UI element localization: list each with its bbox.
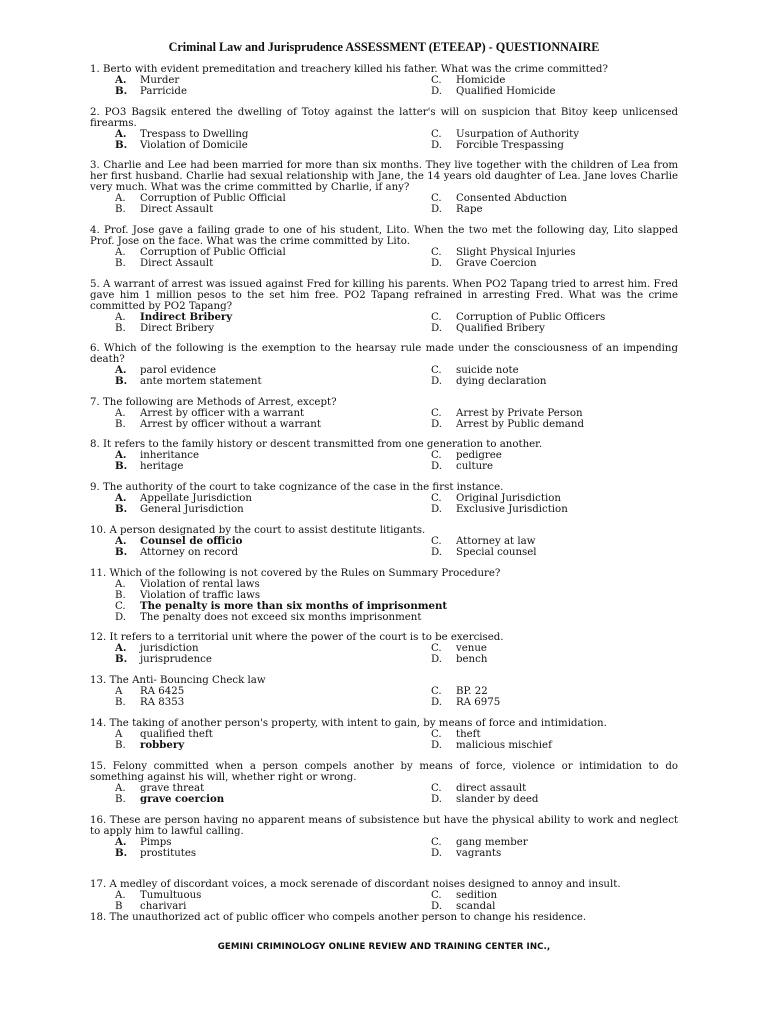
- option-letter: C.: [431, 783, 442, 794]
- answer-option: [90, 312, 406, 323]
- option-letter: D.: [431, 461, 443, 472]
- option-text: Parricide: [140, 86, 187, 97]
- option-text: Indirect Bribery: [140, 312, 233, 323]
- option-letter: D.: [431, 547, 443, 558]
- answer-options: [90, 408, 678, 430]
- option-letter: C.: [431, 837, 442, 848]
- option-text: Murder: [140, 75, 180, 86]
- option-letter: A.: [115, 408, 126, 419]
- option-text: Violation of Domicile: [140, 140, 248, 151]
- option-letter: D.: [431, 848, 443, 859]
- answer-option: [90, 697, 406, 708]
- option-text: grave coercion: [140, 794, 225, 805]
- option-text: scandal: [456, 901, 496, 912]
- option-text: Homicide: [456, 75, 506, 86]
- answer-option: [406, 450, 678, 461]
- option-text: slander by deed: [456, 794, 539, 805]
- answer-option: [90, 740, 406, 751]
- question-10: [90, 525, 678, 558]
- answer-option: [406, 686, 678, 697]
- question-2: [90, 107, 678, 151]
- option-text: pedigree: [456, 450, 502, 461]
- answer-option: [90, 579, 678, 590]
- answer-option: [90, 504, 406, 515]
- answer-option: [406, 247, 678, 258]
- answer-option: [90, 837, 406, 848]
- option-text: jurisprudence: [140, 654, 212, 665]
- option-letter: A.: [115, 536, 127, 547]
- option-text: sedition: [456, 890, 498, 901]
- answer-options: [90, 193, 678, 215]
- option-text: Grave Coercion: [456, 258, 537, 269]
- option-text: Corruption of Public Official: [140, 193, 286, 204]
- option-letter: A: [115, 686, 123, 697]
- answer-option: [406, 204, 678, 215]
- option-text: suicide note: [456, 365, 519, 376]
- question-12: [90, 632, 678, 665]
- answer-option: [406, 461, 678, 472]
- option-letter: D.: [431, 140, 443, 151]
- option-letter: C.: [431, 75, 442, 86]
- question-stem: 8. It refers to the family history or descent transmitted from one generation to another.: [90, 439, 543, 450]
- option-letter: C.: [431, 193, 442, 204]
- option-text: Qualified Homicide: [456, 86, 556, 97]
- option-letter: A.: [115, 312, 126, 323]
- option-text: heritage: [140, 461, 184, 472]
- answer-option: [406, 75, 678, 86]
- answer-option: [90, 848, 406, 859]
- answer-option: [90, 323, 406, 334]
- option-letter: C.: [431, 365, 442, 376]
- answer-option: [90, 729, 406, 740]
- answer-option: [406, 901, 678, 912]
- answer-option: [406, 193, 678, 204]
- question-1: [90, 64, 678, 97]
- option-letter: B.: [115, 140, 128, 151]
- option-text: Pimps: [140, 837, 172, 848]
- option-letter: C.: [431, 129, 442, 140]
- question-3: [90, 160, 678, 215]
- answer-option: [90, 75, 406, 86]
- answer-option: [90, 493, 406, 504]
- option-text: Original Jurisdiction: [456, 493, 561, 504]
- answer-option: [90, 450, 406, 461]
- question-stem: 17. A medley of discordant voices, a mock serenade of discordant noises designed to annoy and insult.: [90, 879, 621, 890]
- answer-option: [406, 86, 678, 97]
- question-stem: 4. Prof. Jose gave a failing grade to one of his student, Lito. When the two met the following day, Lito slapped Prof. Jose on the face. What was the crime committed by Lito.: [90, 225, 678, 247]
- option-letter: D.: [431, 376, 443, 387]
- question-stem: 10. A person designated by the court to assist destitute litigants.: [90, 525, 426, 536]
- answer-option: [406, 783, 678, 794]
- question-8: [90, 439, 678, 472]
- option-text: robbery: [140, 740, 185, 751]
- option-letter: C.: [431, 643, 442, 654]
- option-letter: B.: [115, 204, 126, 215]
- option-text: parol evidence: [140, 365, 216, 376]
- answer-option: [406, 493, 678, 504]
- option-letter: B.: [115, 794, 126, 805]
- option-text: Attorney on record: [140, 547, 239, 558]
- answer-option: [90, 654, 406, 665]
- answer-option: [90, 193, 406, 204]
- answer-option: [90, 901, 406, 912]
- question-stem: 14. The taking of another person's property, with intent to gain, by means of force and intimidation.: [90, 718, 607, 729]
- option-text: General Jurisdiction: [140, 504, 244, 515]
- answer-option: [406, 140, 678, 151]
- answer-option: [90, 590, 678, 601]
- option-letter: A.: [115, 890, 126, 901]
- option-text: BP. 22: [456, 686, 488, 697]
- option-text: RA 6975: [456, 697, 501, 708]
- option-text: Special counsel: [456, 547, 537, 558]
- page-title: Criminal Law and Jurisprudence ASSESSMENT (ETEEAP) - QUESTIONNAIRE: [168, 40, 600, 54]
- option-text: Qualified Bribery: [456, 323, 545, 334]
- option-letter: A.: [115, 837, 127, 848]
- option-text: charivari: [140, 901, 187, 912]
- option-letter: B.: [115, 590, 126, 601]
- option-text: Violation of traffic laws: [140, 590, 261, 601]
- option-letter: C.: [431, 312, 442, 323]
- option-letter: A.: [115, 643, 127, 654]
- option-text: jurisdiction: [140, 643, 199, 654]
- answer-option: [406, 654, 678, 665]
- question-stem: 7. The following are Methods of Arrest, except?: [90, 397, 337, 408]
- option-text: Rape: [456, 204, 483, 215]
- answer-option: [90, 258, 406, 269]
- option-letter: D.: [431, 86, 443, 97]
- option-text: The penalty is more than six months of imprisonment: [140, 601, 448, 612]
- option-letter: C.: [431, 247, 442, 258]
- question-stem: 6. Which of the following is the exemption to the hearsay rule made under the consciousness of an impending death?: [90, 343, 678, 365]
- option-letter: A.: [115, 450, 127, 461]
- answer-options: [90, 312, 678, 334]
- option-letter: D.: [431, 419, 443, 430]
- option-letter: C.: [431, 729, 442, 740]
- option-letter: D.: [431, 258, 443, 269]
- option-text: Tumultuous: [140, 890, 202, 901]
- question-17: [90, 879, 678, 912]
- question-16: [90, 815, 678, 859]
- question-4: [90, 225, 678, 269]
- answer-options: [90, 247, 678, 269]
- answer-option: [406, 794, 678, 805]
- question-stem: 1. Berto with evident premeditation and treachery killed his father. What was the crime committed?: [90, 64, 608, 75]
- option-text: The penalty does not exceed six months imprisonment: [140, 612, 422, 623]
- option-text: Arrest by officer with a warrant: [140, 408, 305, 419]
- answer-options: [90, 365, 678, 387]
- option-letter: B.: [115, 697, 126, 708]
- question-7: [90, 397, 678, 430]
- answer-options: [90, 75, 678, 97]
- option-text: Forcible Trespassing: [456, 140, 564, 151]
- option-letter: C.: [431, 686, 442, 697]
- option-letter: B.: [115, 547, 128, 558]
- option-text: Direct Assault: [140, 204, 214, 215]
- option-letter: A.: [115, 783, 126, 794]
- answer-option: [406, 740, 678, 751]
- option-text: Slight Physical Injuries: [456, 247, 576, 258]
- option-letter: B.: [115, 461, 128, 472]
- option-letter: D.: [431, 901, 443, 912]
- answer-option: [90, 547, 406, 558]
- option-text: gang member: [456, 837, 528, 848]
- option-letter: D.: [115, 612, 127, 623]
- question-stem: 2. PO3 Bagsik entered the dwelling of Totoy against the latter's will on suspicion that Bitoy keep unlicensed firearms.: [90, 107, 678, 129]
- answer-option: [406, 323, 678, 334]
- question-14: [90, 718, 678, 751]
- answer-option: [90, 783, 406, 794]
- answer-options: [90, 837, 678, 859]
- option-letter: D.: [431, 323, 443, 334]
- answer-option: [406, 129, 678, 140]
- option-text: ante mortem statement: [140, 376, 262, 387]
- option-letter: A.: [115, 365, 127, 376]
- answer-option: [90, 86, 406, 97]
- question-6: [90, 343, 678, 387]
- option-letter: B.: [115, 419, 126, 430]
- question-18: [90, 912, 678, 923]
- option-text: culture: [456, 461, 494, 472]
- question-stem: 9. The authority of the court to take cognizance of the case in the first instance.: [90, 482, 504, 493]
- option-text: direct assault: [456, 783, 527, 794]
- answer-option: [406, 258, 678, 269]
- question-stem: 11. Which of the following is not covered by the Rules on Summary Procedure?: [90, 568, 501, 579]
- answer-options: [90, 129, 678, 151]
- option-text: Trespass to Dwelling: [140, 129, 249, 140]
- option-text: inheritance: [140, 450, 200, 461]
- question-stem: 5. A warrant of arrest was issued against Fred for killing his parents. When PO2 Tapang tried to arrest him. Fred gave him 1 million pesos to the set him free. PO2 Tapang refrained in arresting Fred. What was the crime committed by PO2 Tapang?: [90, 279, 678, 312]
- question-9: [90, 482, 678, 515]
- question-stem: 3. Charlie and Lee had been married for more than six months. They live together with the children of Lea from her first husband. Charlie had sexual relationship with Jane, the 14 years old daughter of Lea. Jane loves Charlie very much. What was the crime committed by Charlie, if any?: [90, 160, 678, 193]
- answer-option: [90, 686, 406, 697]
- option-letter: A.: [115, 579, 126, 590]
- option-letter: B: [115, 901, 123, 912]
- answer-option: [90, 204, 406, 215]
- option-letter: C.: [431, 450, 442, 461]
- option-text: Usurpation of Authority: [456, 129, 579, 140]
- answer-options: [90, 579, 678, 623]
- question-5: [90, 279, 678, 334]
- option-letter: B.: [115, 654, 128, 665]
- answer-option: [406, 504, 678, 515]
- question-stem: 12. It refers to a territorial unit where the power of the court is to be exercised.: [90, 632, 504, 643]
- option-letter: B.: [115, 504, 128, 515]
- option-text: Direct Bribery: [140, 323, 215, 334]
- option-text: RA 8353: [140, 697, 185, 708]
- option-text: Attorney at law: [456, 536, 536, 547]
- option-text: Arrest by officer without a warrant: [140, 419, 321, 430]
- answer-option: [90, 612, 678, 623]
- option-letter: D.: [431, 654, 443, 665]
- option-text: grave threat: [140, 783, 205, 794]
- option-letter: C.: [431, 408, 442, 419]
- answer-option: [406, 547, 678, 558]
- answer-option: [406, 376, 678, 387]
- answer-options: [90, 493, 678, 515]
- option-letter: B.: [115, 323, 126, 334]
- option-letter: D.: [431, 740, 443, 751]
- question-11: [90, 568, 678, 623]
- answer-option: [406, 312, 678, 323]
- option-text: Corruption of Public Official: [140, 247, 286, 258]
- option-text: dying declaration: [456, 376, 547, 387]
- option-text: Violation of rental laws: [140, 579, 260, 590]
- answer-options: [90, 450, 678, 472]
- answer-options: [90, 890, 678, 912]
- answer-option: [406, 365, 678, 376]
- option-letter: A.: [115, 75, 127, 86]
- option-text: theft: [456, 729, 481, 740]
- option-text: Appellate Jurisdiction: [140, 493, 252, 504]
- option-letter: C.: [115, 601, 126, 612]
- option-text: Arrest by Public demand: [456, 419, 584, 430]
- option-letter: A: [115, 729, 123, 740]
- option-text: Consented Abduction: [456, 193, 567, 204]
- question-13: [90, 675, 678, 708]
- option-text: qualified theft: [140, 729, 213, 740]
- option-text: Direct Assault: [140, 258, 214, 269]
- answer-option: [90, 376, 406, 387]
- question-stem: 15. Felony committed when a person compels another by means of force, violence or intimidation to do something against his will, whether right or wrong.: [90, 761, 678, 783]
- answer-option: [90, 365, 406, 376]
- answer-option: [406, 729, 678, 740]
- answer-option: [90, 419, 406, 430]
- option-letter: C.: [431, 493, 442, 504]
- answer-option: [90, 408, 406, 419]
- option-letter: B.: [115, 376, 128, 387]
- answer-option: [406, 848, 678, 859]
- option-text: Exclusive Jurisdiction: [456, 504, 568, 515]
- question-stem: 16. These are person having no apparent means of subsistence but have the physical ability to work and neglect to apply him to lawful calling.: [90, 815, 678, 837]
- question-stem: 18. The unauthorized act of public officer who compels another person to change his residence.: [90, 912, 587, 923]
- option-text: malicious mischief: [456, 740, 552, 751]
- option-text: Corruption of Public Officers: [456, 312, 606, 323]
- option-text: bench: [456, 654, 488, 665]
- answer-option: [90, 536, 406, 547]
- option-text: RA 6425: [140, 686, 185, 697]
- option-letter: A.: [115, 493, 127, 504]
- option-letter: D.: [431, 504, 443, 515]
- answer-option: [406, 408, 678, 419]
- answer-option: [90, 890, 406, 901]
- option-letter: C.: [431, 536, 442, 547]
- option-letter: D.: [431, 794, 443, 805]
- option-letter: A.: [115, 193, 126, 204]
- answer-option: [406, 643, 678, 654]
- question-15: [90, 761, 678, 805]
- option-letter: B.: [115, 848, 128, 859]
- answer-option: [90, 140, 406, 151]
- option-letter: B.: [115, 258, 126, 269]
- option-text: vagrants: [456, 848, 502, 859]
- option-letter: B.: [115, 86, 128, 97]
- option-text: Counsel de officio: [140, 536, 243, 547]
- option-letter: A.: [115, 247, 126, 258]
- option-letter: B.: [115, 740, 126, 751]
- option-letter: D.: [431, 697, 443, 708]
- answer-option: [406, 536, 678, 547]
- answer-option: [90, 129, 406, 140]
- answer-option: [90, 794, 406, 805]
- answer-option: [406, 837, 678, 848]
- answer-options: [90, 783, 678, 805]
- answer-options: [90, 686, 678, 708]
- answer-option: [90, 643, 406, 654]
- answer-options: [90, 729, 678, 751]
- answer-options: [90, 643, 678, 665]
- footer-text: GEMINI CRIMINOLOGY ONLINE REVIEW AND TRAINING CENTER INC.,: [217, 942, 551, 952]
- answer-option: [406, 697, 678, 708]
- answer-option: [406, 890, 678, 901]
- option-letter: C.: [431, 890, 442, 901]
- answer-option: [90, 461, 406, 472]
- option-letter: D.: [431, 204, 443, 215]
- answer-option: [90, 247, 406, 258]
- option-text: Arrest by Private Person: [456, 408, 583, 419]
- answer-options: [90, 536, 678, 558]
- option-letter: A.: [115, 129, 127, 140]
- option-text: prostitutes: [140, 848, 197, 859]
- answer-option: [90, 601, 678, 612]
- answer-option: [406, 419, 678, 430]
- option-text: venue: [456, 643, 487, 654]
- question-stem: 13. The Anti- Bouncing Check law: [90, 675, 266, 686]
